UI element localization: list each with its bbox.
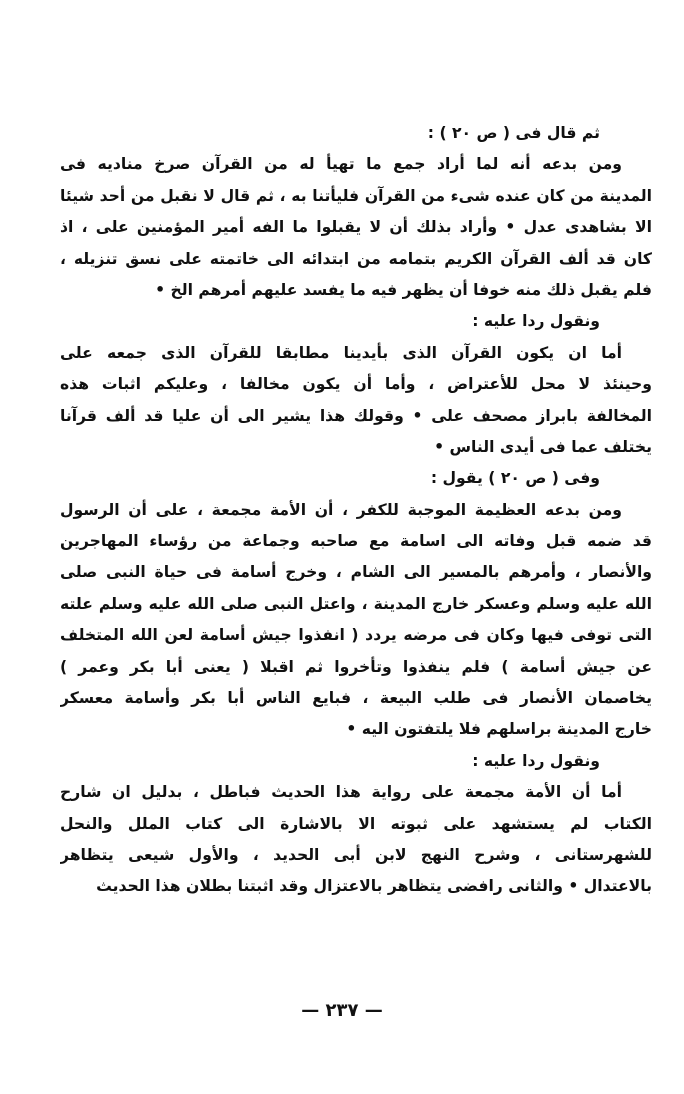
paragraph-line: للشهرستانى ، وشرح النهج لابن أبى الحديد ، والأول شيعى يتظاهر xyxy=(60,845,652,864)
section-heading: وفى ( ص ٢٠ ) يقول : xyxy=(430,469,600,488)
section-heading: ونقول ردا عليه : xyxy=(472,312,600,331)
paragraph-line: كان قد ألف القرآن الكريم بتمامه من ابتدائه الى خاتمته على نسق تنزيله ، xyxy=(60,249,652,268)
section-heading: ثم قال فى ( ص ٢٠ ) : xyxy=(427,124,600,142)
paragraph-line: والأنصار ، وأمرهم بالمسير الى الشام ، وخرج أسامة فى حياة النبى صلى xyxy=(60,563,652,582)
paragraph-line: الله عليه وسلم وعسكر خارج المدينة ، واعتل النبى صلى الله عليه وسلم علته xyxy=(60,594,652,613)
paragraph-line: عن جيش أسامة ) فلم ينفذوا وتأخروا ثم اقبلا ( يعنى أبا بكر وعمر ) xyxy=(60,657,652,676)
page-text-body xyxy=(60,118,652,903)
paragraph-line: فلم يقبل ذلك منه خوفا أن يظهر فيه ما يفسد عليهم أمرهم الخ • xyxy=(155,280,652,299)
paragraph-line: يخاصمان الأنصار فى طلب البيعة ، فبايع الناس أبا بكر وأسامة معسكر xyxy=(60,689,652,708)
paragraph-line: بالاعتدال • والثانى رافضى يتظاهر بالاعتزال وقد اثبتنا بطلان هذا الحديث xyxy=(96,877,652,896)
section-heading: ونقول ردا عليه : xyxy=(472,751,600,770)
paragraph-line: ومن بدعه العظيمة الموجبة للكفر ، أن الأمة مجمعة ، على أن الرسول xyxy=(60,500,622,519)
paragraph-line: الكتاب لم يستشهد على ثبوته الا بالاشارة الى كتاب الملل والنحل xyxy=(60,814,652,833)
paragraph-line: يختلف عما فى أيدى الناس • xyxy=(434,437,652,456)
paragraph-line: أما أن الأمة مجمعة على رواية هذا الحديث فباطل ، بدليل ان شارح xyxy=(60,783,622,802)
page-number: — ٢٣٧ — xyxy=(301,1000,383,1021)
paragraph-line: خارج المدينة براسلهم فلا يلتفتون اليه • xyxy=(346,720,652,739)
paragraph-line: وحينئذ لا محل للأعتراض ، وأما أن يكون مخالفا ، وعليكم اثبات هذه xyxy=(60,375,652,394)
paragraph-line: قد ضمه قبل وفاته الى اسامة مع صاحبه وجماعة من رؤساء المهاجرين xyxy=(60,532,652,551)
paragraph-line: التى توفى فيها وكان فى مرضه يردد ( انفذوا جيش أسامة لعن الله المتخلف xyxy=(60,626,652,645)
paragraph-line: أما ان يكون القرآن الذى بأيدينا مطابقا للقرآن الذى جمعه على xyxy=(60,343,622,362)
paragraph-line: المخالفة بابراز مصحف على • وقولك هذا يشير الى أن عليا قد ألف قرآنا xyxy=(60,406,652,425)
paragraph-line: ومن بدعه أنه لما أراد جمع ما تهيأ له من القرآن صرخ مناديه فى xyxy=(60,155,622,174)
paragraph-line: الا بشاهدى عدل • وأراد بذلك أن لا يقبلوا ما الفه أمير المؤمنين على ، اذ xyxy=(60,218,652,237)
paragraph-line: المدينة من كان عنده شىء من القرآن فليأتنا به ، ثم قال لا نقبل من أحد شيئا xyxy=(60,186,652,205)
